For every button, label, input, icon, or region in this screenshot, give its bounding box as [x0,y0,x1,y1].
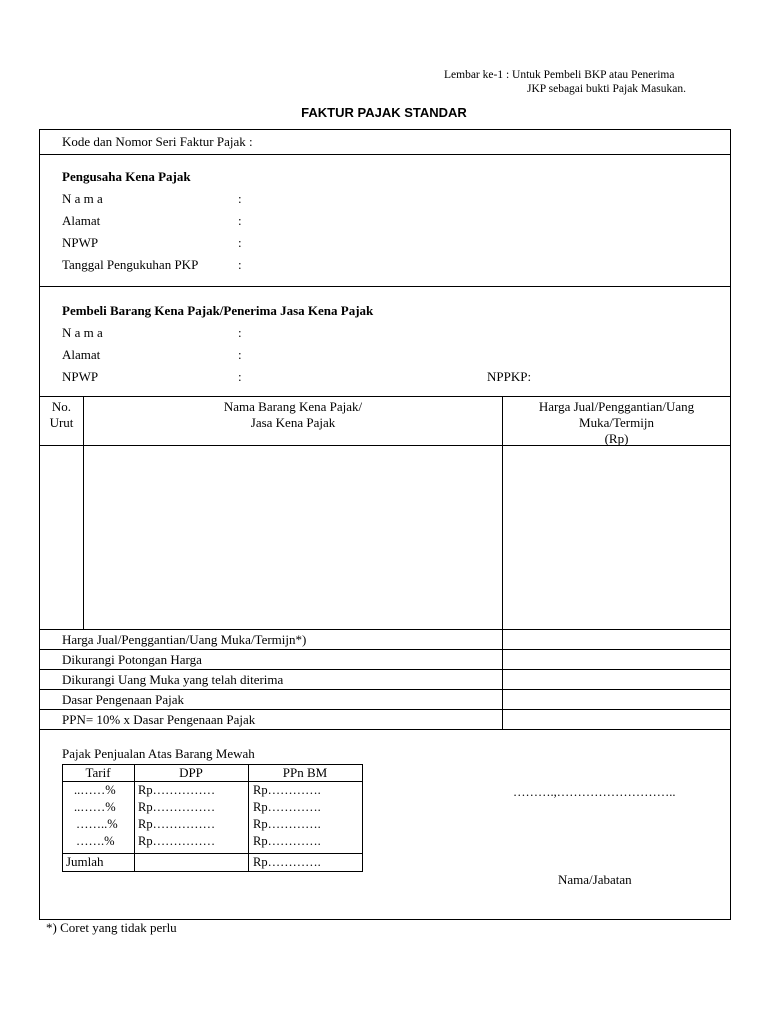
col-harga-line1: Harga Jual/Penggantian/Uang [538,399,695,414]
ppnbm-row-ppnbm: Rp…………. [253,817,321,831]
pembeli-npwp-label: NPWP [62,369,99,384]
col-no-urut-header [39,399,84,431]
ppnbm-heading: Pajak Penjualan Atas Barang Mewah [62,746,255,761]
pembeli-nama-colon: : [238,325,242,340]
summary-ppn: PPN= 10% x Dasar Pengenaan Pajak [62,712,256,727]
nppkp-label: NPPKP: [487,369,532,384]
ppnbm-col-tarif: Tarif [85,765,111,780]
lembar-note-line1: Lembar ke-1 : Untuk Pembeli BKP atau Penerima [444,69,675,81]
col-harga-line3: (Rp) [604,431,629,446]
col-nama-barang-line1: Nama Barang Kena Pajak/ [223,399,363,414]
lembar-note-line2: JKP sebagai bukti Pajak Masukan. [527,83,686,95]
pkp-alamat-colon: : [238,213,242,228]
ppnbm-row-dpp: Rp…………… [138,817,216,831]
pembeli-alamat-colon: : [238,347,242,362]
ppnbm-row-dpp: Rp…………… [138,783,216,797]
pembeli-alamat-label: Alamat [62,347,101,362]
ppnbm-row-dpp: Rp…………… [138,834,216,848]
ppnbm-col-ppnbm: PPn BM [282,765,328,780]
kode-seri-label: Kode dan Nomor Seri Faktur Pajak : [62,134,253,149]
ppnbm-col-dpp: DPP [179,765,203,780]
document-title: FAKTUR PAJAK STANDAR [301,105,467,120]
pkp-nama-label: N a m a [62,191,103,206]
ppnbm-jumlah-value: Rp…………. [253,855,321,869]
ppnbm-row-tarif: …….% [76,834,115,848]
pembeli-nama-label: N a m a [62,325,103,340]
summary-harga-jual: Harga Jual/Penggantian/Uang Muka/Termijn*) [62,632,307,647]
ppnbm-row-ppnbm: Rp…………. [253,800,321,814]
summary-dasar-pengenaan: Dasar Pengenaan Pajak [62,692,185,707]
pembeli-heading: Pembeli Barang Kena Pajak/Penerima Jasa Kena Pajak [62,303,374,318]
col-harga-jual-header [503,399,730,447]
col-harga-line2: Muka/Termijn [579,415,654,430]
ppnbm-row-tarif: ..……% [74,783,116,797]
col-nama-barang-line2: Jasa Kena Pajak [250,415,336,430]
pkp-nama-colon: : [238,191,242,206]
ppnbm-row-tarif: ……..% [76,817,118,831]
pembeli-npwp-colon: : [238,369,242,384]
col-urut-label: Urut [49,415,74,430]
signature-name-title: Nama/Jabatan [558,872,632,887]
pkp-npwp-colon: : [238,235,242,250]
pkp-tanggal-label: Tanggal Pengukuhan PKP [62,257,199,272]
ppnbm-row-tarif: ..……% [74,800,116,814]
col-nama-barang-header [84,399,502,431]
pkp-tanggal-colon: : [238,257,242,272]
pkp-npwp-label: NPWP [62,235,99,250]
summary-potongan-harga: Dikurangi Potongan Harga [62,652,202,667]
ppnbm-jumlah-label: Jumlah [66,854,104,869]
summary-uang-muka: Dikurangi Uang Muka yang telah diterima [62,672,284,687]
signature-place-date: ……….,……………………….. [513,785,676,799]
footnote: *) Coret yang tidak perlu [46,920,177,935]
col-no-label: No. [51,399,72,414]
pkp-alamat-label: Alamat [62,213,101,228]
ppnbm-row-ppnbm: Rp…………. [253,834,321,848]
pkp-heading: Pengusaha Kena Pajak [62,169,191,184]
ppnbm-row-dpp: Rp…………… [138,800,216,814]
ppnbm-row-ppnbm: Rp…………. [253,783,321,797]
